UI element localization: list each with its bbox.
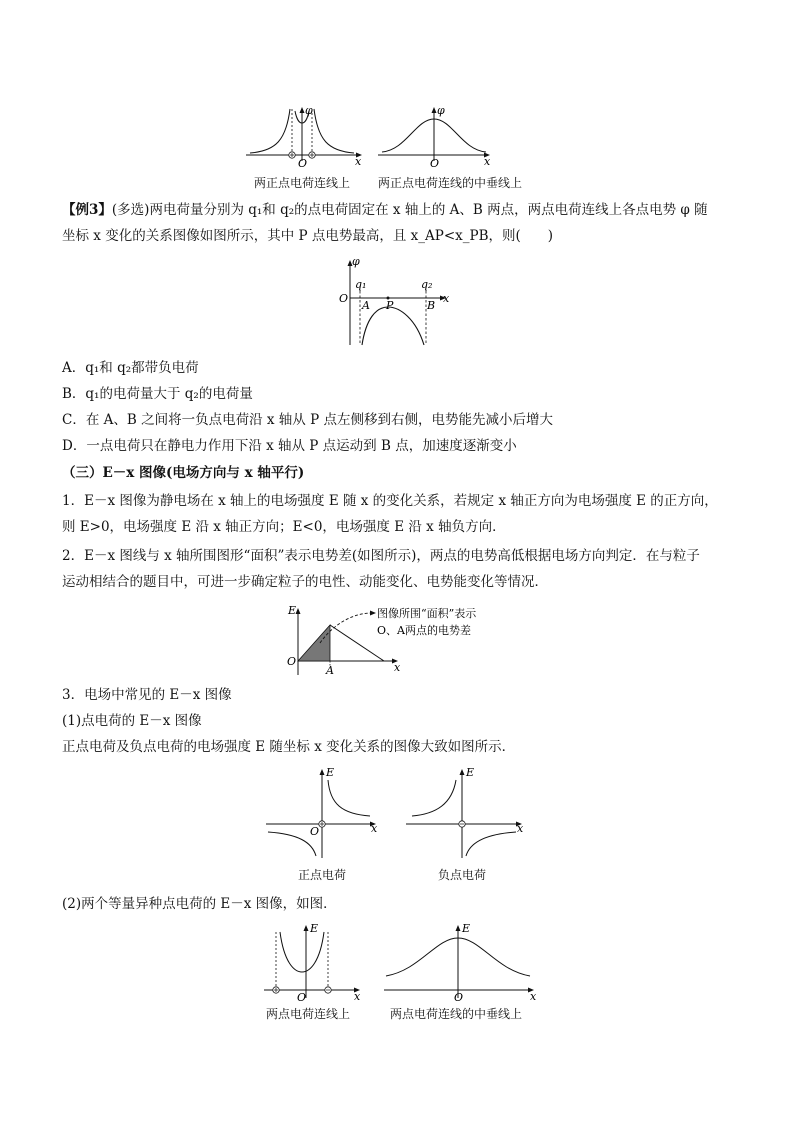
svg-text:x: x bbox=[517, 822, 524, 835]
svg-text:x: x bbox=[355, 155, 362, 168]
example3-line1: 【例3】(多选)两电荷量分别为 q₁和 q₂的点电荷固定在 x 轴上的 A、B 两点，两点电荷连线上各点电势 φ 随 bbox=[62, 202, 708, 218]
svg-text:O: O bbox=[297, 991, 307, 1004]
svg-text:φ: φ bbox=[352, 255, 360, 268]
paragraph3: 3．电场中常见的 E－x 图像 bbox=[62, 687, 232, 703]
svg-text:x: x bbox=[443, 292, 450, 305]
section-heading: （三）E－x 图像(电场方向与 x 轴平行) bbox=[62, 465, 305, 481]
e-x-positive-point-graph bbox=[266, 764, 386, 860]
e-x-area-graph bbox=[284, 601, 514, 679]
paragraph1-line2: 则 E>0，电场强度 E 沿 x 轴正方向；E<0，电场强度 E 沿 x 轴负方向． bbox=[62, 519, 506, 535]
svg-text:E: E bbox=[326, 766, 335, 779]
svg-text:x: x bbox=[354, 990, 361, 1003]
example3-tag: 【例3】 bbox=[62, 202, 112, 218]
svg-text:O: O bbox=[310, 825, 320, 838]
svg-text:E: E bbox=[288, 604, 297, 617]
paragraph3-1-desc: 正点电荷及负点电荷的电场强度 E 随坐标 x 变化关系的图像大致如图所示． bbox=[62, 739, 516, 755]
svg-text:x: x bbox=[484, 155, 491, 168]
option-a: A．q₁和 q₂都带负电荷 bbox=[62, 360, 199, 376]
svg-text:图像所围“面积”表示: 图像所围“面积”表示 bbox=[377, 607, 477, 620]
phi-graph-pair-line bbox=[246, 104, 366, 170]
svg-text:O: O bbox=[287, 655, 297, 668]
option-b: B．q₁的电荷量大于 q₂的电荷量 bbox=[62, 386, 253, 402]
svg-text:q₁: q₁ bbox=[355, 278, 367, 291]
e-x-negative-point-graph bbox=[406, 764, 526, 860]
option-c: C．在 A、B 之间将一负点电荷沿 x 轴从 P 点左侧移到右侧，电势能先减小后增大 bbox=[62, 412, 553, 428]
caption-negative-charge: 负点电荷 bbox=[438, 868, 487, 882]
caption-positive-charge: 正点电荷 bbox=[298, 868, 347, 882]
svg-text:x: x bbox=[530, 990, 537, 1003]
svg-text:A: A bbox=[362, 299, 370, 312]
svg-text:φ: φ bbox=[437, 104, 445, 117]
svg-text:P: P bbox=[386, 299, 394, 312]
svg-text:O: O bbox=[298, 157, 308, 170]
svg-text:A: A bbox=[326, 664, 334, 677]
paragraph3-1: (1)点电荷的 E－x 图像 bbox=[62, 713, 202, 729]
svg-text:q₂: q₂ bbox=[421, 278, 433, 291]
paragraph2-line2: 运动相结合的题目中，可进一步确定粒子的电性、动能变化、电势能变化等情况． bbox=[62, 574, 548, 590]
svg-text:φ: φ bbox=[305, 104, 313, 117]
example3-phi-graph bbox=[338, 255, 458, 347]
svg-text:E: E bbox=[466, 766, 475, 779]
caption-pair-line: 两正点电荷连线上 bbox=[254, 176, 351, 190]
example3-line2: 坐标 x 变化的关系图像如图所示，其中 P 点电势最高，且 x_AP<x_PB，则( ) bbox=[62, 228, 554, 244]
caption-pair-perpendicular-e: 两点电荷连线的中垂线上 bbox=[390, 1007, 523, 1021]
svg-text:O、A两点的电势差: O、A两点的电势差 bbox=[377, 624, 471, 637]
svg-text:x: x bbox=[394, 661, 401, 674]
paragraph2-line1: 2．E－x 图线与 x 轴所围图形“面积”表示电势差(如图所示)，两点的电势高低根据电场方向判定．在与粒子 bbox=[62, 548, 700, 564]
caption-pair-line-e: 两点电荷连线上 bbox=[266, 1007, 351, 1021]
svg-text:O: O bbox=[430, 157, 440, 170]
e-x-pair-line-graph bbox=[260, 920, 370, 1002]
svg-text:O: O bbox=[339, 292, 349, 305]
phi-graph-pair-perpendicular bbox=[376, 104, 496, 170]
svg-text:E: E bbox=[310, 922, 319, 935]
svg-text:B: B bbox=[427, 299, 436, 312]
caption-pair-perpendicular: 两正点电荷连线的中垂线上 bbox=[378, 176, 523, 190]
option-d: D．一点电荷只在静电力作用下沿 x 轴从 P 点运动到 B 点，加速度逐渐变小 bbox=[62, 438, 517, 454]
paragraph3-2: (2)两个等量异种点电荷的 E－x 图像，如图． bbox=[62, 896, 337, 912]
e-x-pair-perpendicular-graph bbox=[384, 920, 544, 1002]
svg-text:x: x bbox=[371, 822, 378, 835]
svg-text:E: E bbox=[462, 922, 471, 935]
paragraph1-line1: 1．E－x 图像为静电场在 x 轴上的电场强度 E 随 x 的变化关系，若规定 x 轴正方向为电场强度 E 的正方向， bbox=[62, 493, 718, 509]
svg-text:O: O bbox=[454, 991, 464, 1004]
